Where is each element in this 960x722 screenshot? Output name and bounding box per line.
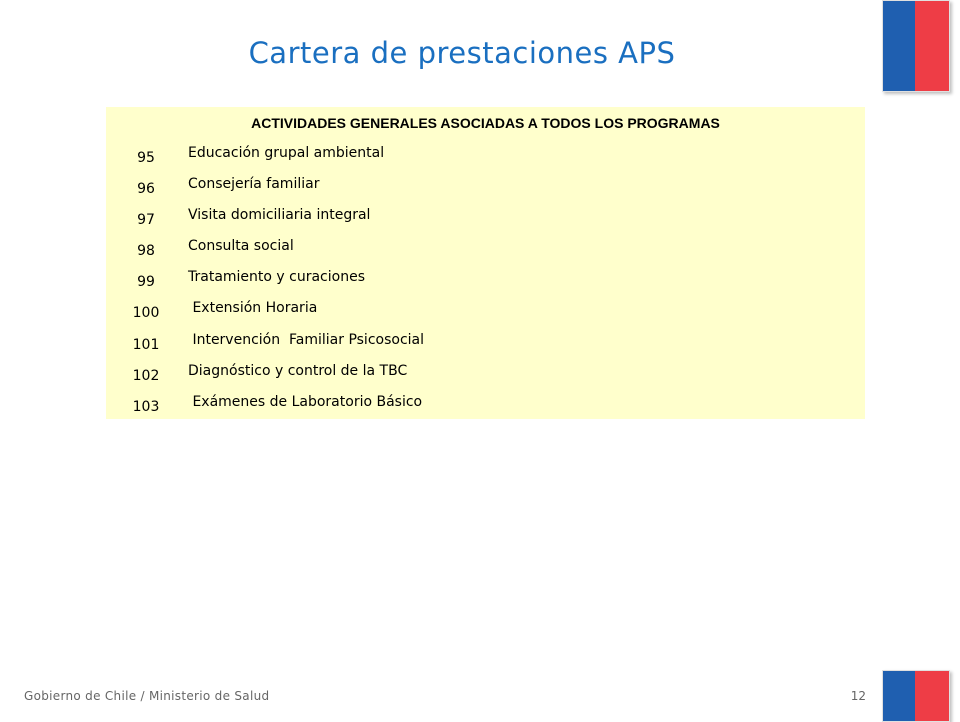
row-label: Educación grupal ambiental <box>188 145 385 161</box>
row-number: 97 <box>137 212 155 229</box>
table-header: ACTIVIDADES GENERALES ASOCIADAS A TODOS LOS PROGRAMAS <box>251 115 720 131</box>
chile-flag-bottom <box>882 670 950 722</box>
table-row <box>106 388 865 419</box>
table-row <box>106 326 865 357</box>
row-number: 101 <box>132 336 160 353</box>
table-row <box>106 357 865 388</box>
footer-org: Gobierno de Chile / Ministerio de Salud <box>24 689 270 703</box>
row-label: Visita domiciliaria integral <box>188 207 371 224</box>
row-number: 99 <box>137 274 155 291</box>
table-row <box>106 201 865 232</box>
flag-blue-stripe <box>883 671 915 721</box>
row-number: 103 <box>132 398 160 415</box>
table-row <box>106 170 865 201</box>
row-number: 102 <box>132 367 160 384</box>
row-label: Exámenes de Laboratorio Básico <box>188 393 423 410</box>
table-row <box>106 139 865 170</box>
table-row <box>106 263 865 294</box>
flag-red-stripe <box>915 671 949 721</box>
table-row <box>106 232 865 263</box>
row-number: 96 <box>137 181 155 198</box>
row-label: Consejería familiar <box>188 176 320 193</box>
table-row <box>106 294 865 325</box>
activities-table <box>106 107 865 419</box>
row-label: Diagnóstico y control de la TBC <box>188 362 408 379</box>
row-number: 100 <box>132 305 160 322</box>
row-label: Consulta social <box>188 238 294 255</box>
slide-title: Cartera de prestaciones APS <box>248 36 676 70</box>
row-label: Extensión Horaria <box>188 300 318 317</box>
page-number: 12 <box>850 689 866 703</box>
row-label: Intervención Familiar Psicosocial <box>188 331 425 348</box>
row-label: Tratamiento y curaciones <box>188 269 365 286</box>
row-number: 98 <box>137 243 155 260</box>
row-number: 95 <box>137 150 155 166</box>
